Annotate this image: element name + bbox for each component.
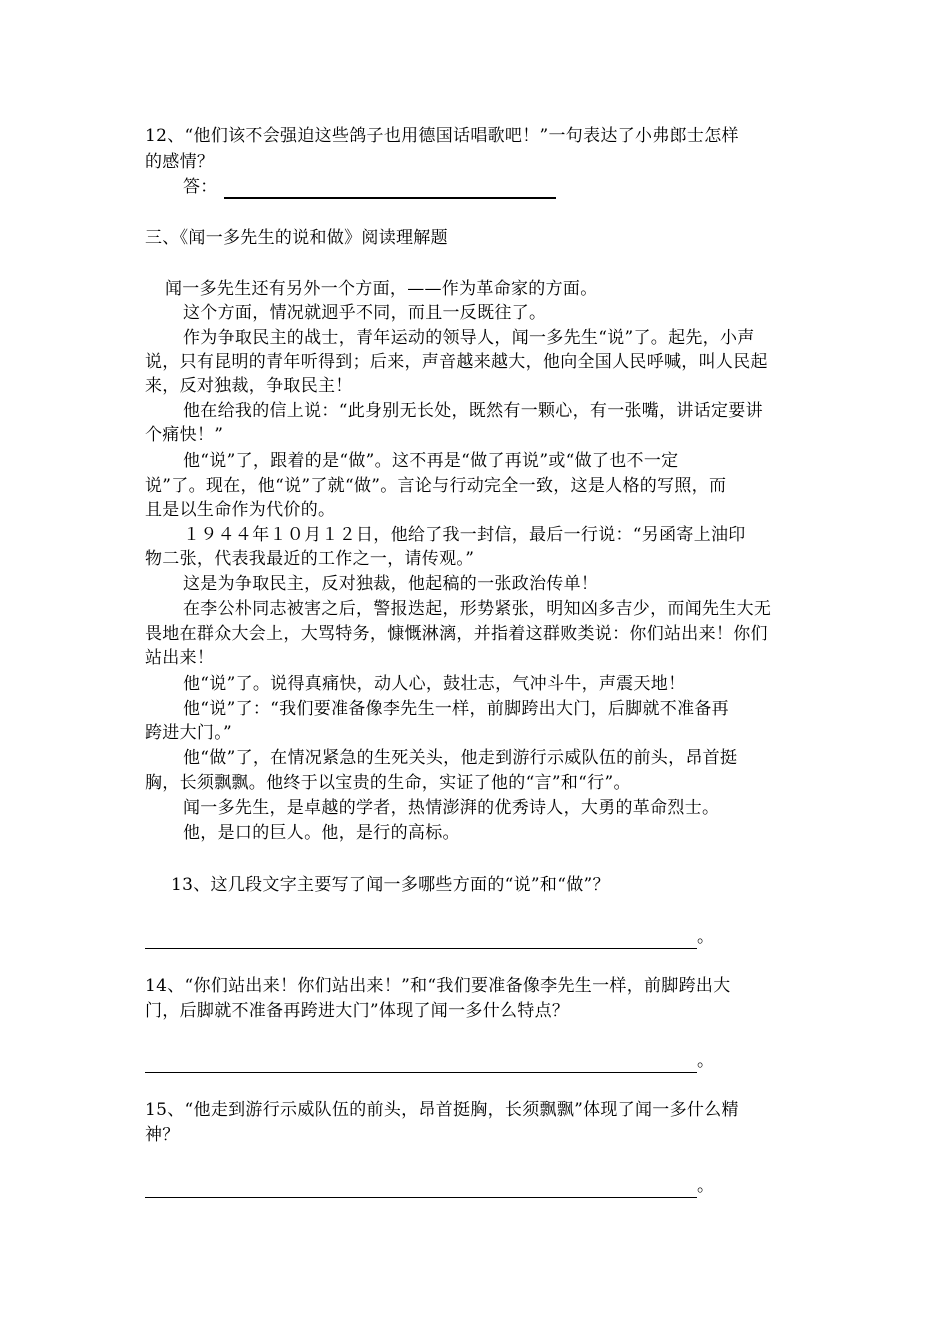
passage-line: 他“说”了，跟着的是“做”。这不再是“做了再说”或“做了也不一定 (183, 451, 679, 471)
q15-period: 。 (697, 1176, 714, 1196)
passage-line: １９４４年１０月１２日，他给了我一封信，最后一行说：“另函寄上油印 (183, 525, 746, 545)
passage-line: 他，是口的巨人。他，是行的高标。 (183, 823, 460, 843)
q12-answer-row (183, 175, 810, 199)
q13-answer-row (145, 925, 714, 949)
q12-answer-label: 答： (183, 177, 218, 197)
passage-line: 他“说”了：“我们要准备像李先生一样，前脚跨出大门，后脚就不准备再 (183, 699, 729, 719)
passage-line: 来，反对独裁，争取民主！ (145, 376, 353, 396)
q15-answer-row (145, 1174, 714, 1198)
q14-text-line2: 门，后脚就不准备再跨进大门”体现了闻一多什么特点？ (145, 1001, 570, 1021)
q15-text-line2: 神？ (145, 1125, 180, 1145)
passage-line: 说”了。现在，他“说”了就“做”。言论与行动完全一致，这是人格的写照，而 (145, 476, 727, 496)
q14-period: 。 (697, 1051, 714, 1071)
passage-line: 这个方面，情况就迥乎不同，而且一反既往了。 (183, 303, 547, 323)
passage-line: 且是以生命作为代价的。 (145, 500, 336, 520)
passage-line: 他“做”了，在情况紧急的生死关头，他走到游行示威队伍的前头，昂首挺 (183, 748, 738, 768)
q12-answer-field[interactable] (224, 179, 556, 199)
q13-text: 13、这几段文字主要写了闻一多哪些方面的“说”和“做”？ (171, 875, 610, 895)
passage-line: 个痛快！” (145, 425, 224, 445)
q12-text-line1: 12、“他们该不会强迫这些鸽子也用德国话唱歌吧！”一句表达了小弗郎士怎样 (145, 126, 739, 146)
passage-line: 闻一多先生，是卓越的学者，热情澎湃的优秀诗人，大勇的革命烈士。 (183, 798, 720, 818)
passage-line: 说，只有昆明的青年听得到；后来，声音越来越大，他向全国人民呼喊，叫人民起 (145, 352, 768, 372)
passage-line: 胸，长须飘飘。他终于以宝贵的生命，实证了他的“言”和“行”。 (145, 773, 631, 793)
passage-line: 畏地在群众大会上，大骂特务，慷慨淋漓，并指着这群败类说：你们站出来！你们 (145, 624, 768, 644)
section3-title: 三、《闻一多先生的说和做》阅读理解题 (145, 228, 448, 248)
passage-line: 跨进大门。” (145, 723, 232, 743)
passage-line: 站出来！ (145, 648, 215, 668)
passage-line: 这是为争取民主，反对独裁，他起稿的一张政治传单！ (183, 574, 599, 594)
q12-text-line2: 的感情？ (145, 152, 215, 172)
q13-period: 。 (697, 927, 714, 947)
passage-line: 作为争取民主的战士，青年运动的领导人，闻一多先生“说”了。起先，小声 (183, 328, 755, 348)
q14-answer-field[interactable] (145, 1056, 697, 1073)
q14-text-line1: 14、“你们站出来！你们站出来！”和“我们要准备像李先生一样，前脚跨出大 (145, 976, 731, 996)
passage-line: 闻一多先生还有另外一个方面，——作为革命家的方面。 (165, 279, 598, 299)
passage-line: 他在给我的信上说：“此身别无长处，既然有一颗心，有一张嘴，讲话定要讲 (183, 401, 763, 421)
q14-answer-row (145, 1049, 714, 1073)
q15-answer-field[interactable] (145, 1181, 697, 1198)
passage-line: 物二张，代表我最近的工作之一，请传观。” (145, 549, 475, 569)
passage-line: 他“说”了。说得真痛快，动人心，鼓壮志，气冲斗牛，声震天地！ (183, 674, 686, 694)
q13-answer-field[interactable] (145, 932, 697, 949)
passage-line: 在李公朴同志被害之后，警报迭起，形势紧张，明知凶多吉少，而闻先生大无 (183, 599, 772, 619)
q15-text-line1: 15、“他走到游行示威队伍的前头，昂首挺胸，长须飘飘”体现了闻一多什么精 (145, 1100, 739, 1120)
